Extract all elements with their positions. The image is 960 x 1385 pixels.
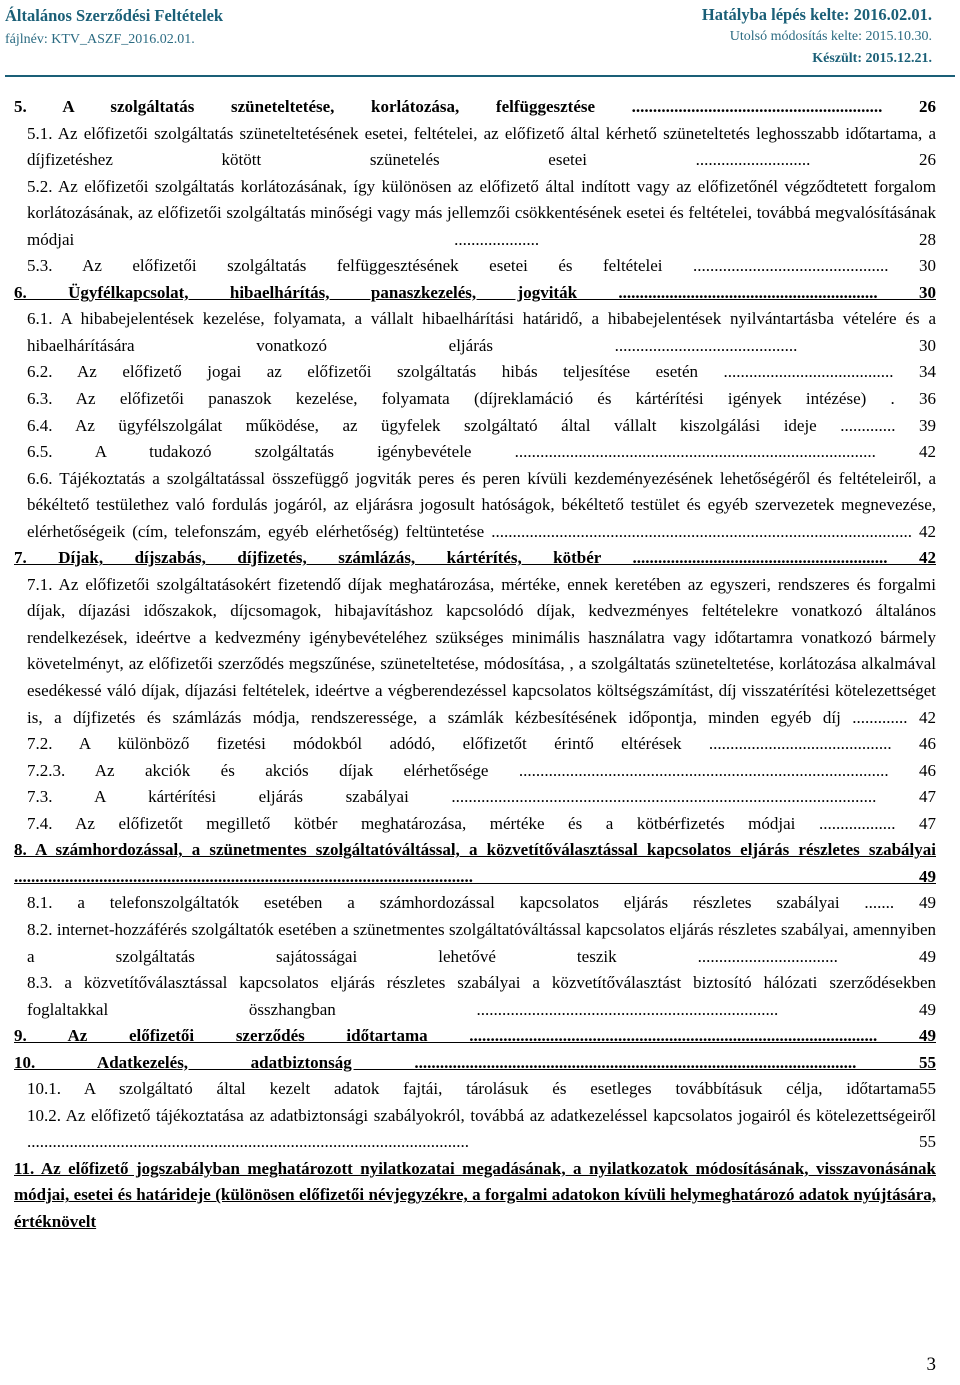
toc-entry-10-1[interactable]: 10.1. A szolgáltató által kezelt adatok fajtái, tárolásuk és esetleges továbbításuk célja, időtartama55 <box>27 1079 936 1099</box>
toc-entry-8-2[interactable]: 8.2. internet-hozzáférés szolgáltatók esetében a szünetmentes szolgáltatóváltással kapcsolatos eljárás részletes szabályai, amennyiben a szolgáltatás sajátosságai lehetővé teszik ................................. 49 <box>27 919 936 966</box>
header-left <box>5 4 223 52</box>
document-title: Általános Szerződési Feltételek <box>5 6 224 25</box>
toc-entry-10[interactable]: 10. Adatkezelés, adatbiztonság ........................................................................................................ 55 <box>14 1052 936 1072</box>
toc-entry-6-3[interactable]: 6.3. Az előfizetői panaszok kezelése, folyamata (díjreklamáció és kártérítési igények intézése) . 36 <box>27 389 936 409</box>
toc-entry-6-4[interactable]: 6.4. Az ügyfélszolgálat működése, az ügyfelek szolgáltató által vállalt kiszolgálási ideje ............. 39 <box>27 415 936 435</box>
toc-entry-5-1[interactable]: 5.1. Az előfizetői szolgáltatás szüneteltetésének esetei, feltételei, az előfizető által kérhető szüneteltetés leghosszabb időtartama, a díjfizetéshez kötött szünetelés esetei ........................... 26 <box>27 123 936 170</box>
effective-date: Hatályba lépés kelte: 2016.02.01. <box>701 5 932 24</box>
toc-entry-7-2-3[interactable]: 7.2.3. Az akciók és akciós díjak elérhetősége ....................................................................................... 46 <box>27 760 936 780</box>
toc-entry-8-1[interactable]: 8.1. a telefonszolgáltatók esetében a számhordozással kapcsolatos eljárás részletes szabályai ....... 49 <box>27 893 936 913</box>
toc-entry-9[interactable]: 9. Az előfizetői szerződés időtartama ................................................................................................ 49 <box>14 1026 936 1046</box>
toc-entry-6[interactable]: 6. Ügyfélkapcsolat, hibaelhárítás, panaszkezelés, jogviták ............................................................. 30 <box>14 282 936 302</box>
toc-entry-6-6[interactable]: 6.6. Tájékoztatás a szolgáltatással összefüggő jogviták peres és peren kívüli kezdeményezésének lehetőségéről és feltételeiről, a békéltető testülethez való fordulás jogáról, az eljárásra jogosult hatóságok, békéltető testület és egyéb szervezetek megnevezése, elérhetőségeik (cím, telefonszám, egyéb elérhetőség) feltüntetése ................................................................................................... 42 <box>27 468 936 541</box>
toc-entry-10-2[interactable]: 10.2. Az előfizető tájékoztatása az adatbiztonsági szabályokról, továbbá az adatkezeléssel kapcsolatos jogairól és kötelezettségeiről ........................................................................................................ 55 <box>27 1105 936 1152</box>
modified-date: Utolsó módosítás kelte: 2015.10.30. <box>729 29 932 44</box>
toc-entry-11[interactable]: 11. Az előfizető jogszabályban meghatározott nyilatkozatai megadásának, a nyilatkozatok módosításának, visszavonásának módjai, esetei és határideje (különösen előfizetői névjegyzékre, a forgalmi adatokon kívüli helymeghatározó adatok nyújtására, értéknövelt <box>14 1158 936 1231</box>
toc-entry-5-3[interactable]: 5.3. Az előfizetői szolgáltatás felfüggesztésének esetei és feltételei .............................................. 30 <box>27 256 936 276</box>
page-header <box>0 0 960 78</box>
file-name: fájlnév: KTV_ASZF_2016.02.01. <box>5 32 195 47</box>
toc-entry-7-2[interactable]: 7.2. A különböző fizetési módokból adódó, előfizetőt érintő eltérések ........................................... 46 <box>27 734 936 754</box>
toc-entry-5[interactable]: 5. A szolgáltatás szüneteltetése, korlátozása, felfüggesztése ........................................................... 26 <box>14 97 936 116</box>
toc-entry-7-4[interactable]: 7.4. Az előfizetőt megillető kötbér meghatározása, mértéke és a kötbérfizetés módjai .................. 47 <box>27 813 936 833</box>
toc-entry-7[interactable]: 7. Díjak, díjszabás, díjfizetés, számlázás, kártérítés, kötbér ............................................................ 42 <box>14 548 936 568</box>
toc-entry-7-3[interactable]: 7.3. A kártérítési eljárás szabályai .................................................................................................... 47 <box>27 787 936 807</box>
toc-entry-6-2[interactable]: 6.2. Az előfizető jogai az előfizetői szolgáltatás hibás teljesítése esetén ........................................ 34 <box>27 362 936 382</box>
created-date: Készült: 2015.12.21. <box>812 51 932 66</box>
toc-entry-8[interactable]: 8. A számhordozással, a szünetmentes szolgáltatóváltással, a közvetítőválasztással kapcsolatos eljárás részletes szabályai ............................................................................................................ 49 <box>14 840 936 886</box>
toc-entry-6-5[interactable]: 6.5. A tudakozó szolgáltatás igénybevétele ..................................................................................... 42 <box>27 442 936 462</box>
header-right <box>702 4 932 70</box>
toc-entry-5-2[interactable]: 5.2. Az előfizetői szolgáltatás korlátozásának, így különösen az előfizető által indított vagy az előfizetőnél végződtetett forgalom korlátozásának, az előfizetői szolgáltatás minőségi vagy más jellemzői csökkentésének esetei és feltételei, továbbá megvalósításának módjai .................... 28 <box>27 176 936 249</box>
page-number: 3 <box>926 1354 936 1375</box>
toc-entry-7-1[interactable]: 7.1. Az előfizetői szolgáltatásokért fizetendő díjak meghatározása, mértéke, ennek keretében az egyszeri, rendszeres és forgalmi díjak, díjazási időszakok, díjcsomagok, hibajavításhoz kapcsolódó díjak, kedvezményes feltételekre vonatkozó általános rendelkezések, ideértve a kedvezmény igénybevételéhez szükséges minimális használatra vagy időtartamra vonatkozó bármely követelményt, az előfizetői szerződés megszűnése, szüneteltetése, módosítása, , a szolgáltatás szüneteltetése, korlátozása alkalmával esedékessé váló díjak, díjazási feltételek, ideértve a végberendezéssel kapcsolatos költségszámítást, díj visszatérítési kötelezettséget is, a díjfizetés és számlázás módja, rendszeressége, a számlák kézbesítésének időpontja, minden egyéb díj ............. 42 <box>27 574 936 727</box>
toc-entry-8-3[interactable]: 8.3. a közvetítőválasztással kapcsolatos eljárás részletes szabályai a közvetítőválasztást biztosító hálózati szerződésekben foglaltakkal összhangban ....................................................................... 49 <box>27 973 936 1019</box>
header-divider <box>5 75 955 77</box>
toc-entry-6-1[interactable]: 6.1. A hibabejelentések kezelése, folyamata, a vállalt hibaelhárítási határidő, a hibabejelentések nyilvántartásba vételére és a hibaelhárítására vonatkozó eljárás ........................................... 30 <box>27 309 936 355</box>
table-of-contents <box>0 94 960 1236</box>
